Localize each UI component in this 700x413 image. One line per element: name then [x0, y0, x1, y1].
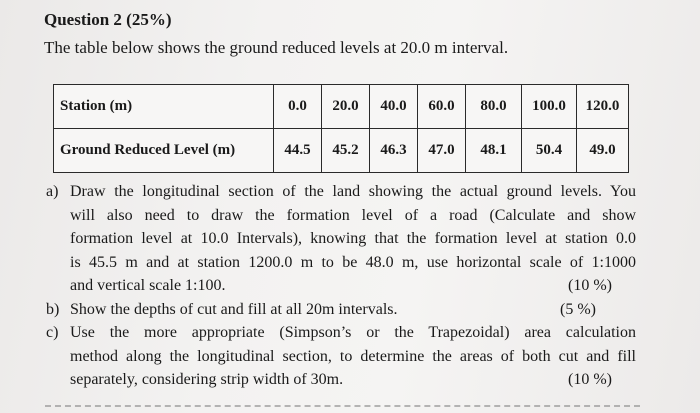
task-c — [46, 321, 636, 392]
task-a-line: and vertical scale 1:100. — [70, 277, 226, 294]
station-cell: 0.0 — [274, 85, 322, 129]
level-row — [54, 129, 629, 173]
level-cell: 47.0 — [418, 129, 466, 173]
task-list — [46, 180, 636, 392]
task-letter: b) — [46, 300, 60, 318]
task-a-line: formation level at 10.0 Intervals), knowing that the formation level at station 0.0 — [70, 230, 636, 247]
task-a-last-line — [70, 274, 636, 298]
task-c-line: Use the more appropriate (Simpson’s or the Trapezoidal) area calculation — [70, 324, 636, 341]
question-heading: Question 2 (25%) — [44, 10, 172, 29]
station-header: Station (m) — [54, 85, 274, 129]
level-cell: 50.4 — [522, 129, 577, 173]
task-b — [46, 298, 636, 322]
task-a — [46, 180, 636, 298]
level-cell: 46.3 — [370, 129, 418, 173]
level-cell: 44.5 — [274, 129, 322, 173]
question-intro: The table below shows the ground reduced levels at 20.0 m interval. — [44, 38, 509, 57]
station-cell: 40.0 — [370, 85, 418, 129]
task-b-line-wrap — [70, 298, 636, 322]
station-row — [54, 85, 629, 129]
station-cell: 20.0 — [322, 85, 370, 129]
task-a-line: is 45.5 m and at station 1200.0 m to be 48.0 m, use horizontal scale of 1:1000 — [70, 253, 636, 271]
task-a-line: Draw the longitudinal section of the land showing the actual ground levels. You — [70, 183, 636, 200]
level-header: Ground Reduced Level (m) — [54, 129, 274, 173]
station-cell: 80.0 — [466, 85, 522, 129]
page-divider — [45, 405, 640, 407]
task-b-text: Show the depths of cut and fill at all 20m intervals. — [70, 300, 398, 318]
task-c-line: separately, considering strip width of 30m. — [70, 371, 344, 388]
station-cell: 60.0 — [418, 85, 466, 129]
level-cell: 49.0 — [577, 129, 629, 173]
task-a-line: will also need to draw the formation level of a road (Calculate and show — [70, 206, 636, 224]
level-cell: 48.1 — [466, 129, 522, 173]
station-cell: 100.0 — [522, 85, 577, 129]
level-cell: 45.2 — [322, 129, 370, 173]
task-letter: a) — [46, 183, 59, 200]
reduced-levels-table — [53, 84, 629, 173]
station-cell: 120.0 — [577, 85, 629, 129]
task-a-marks: (10 %) — [568, 277, 612, 294]
task-b-marks: (5 %) — [560, 300, 596, 318]
task-c-last-line — [70, 368, 636, 392]
task-c-marks: (10 %) — [568, 371, 612, 388]
task-c-line: method along the longitudinal section, to determine the areas of both cut and fill — [70, 347, 636, 365]
task-letter: c) — [46, 324, 59, 341]
